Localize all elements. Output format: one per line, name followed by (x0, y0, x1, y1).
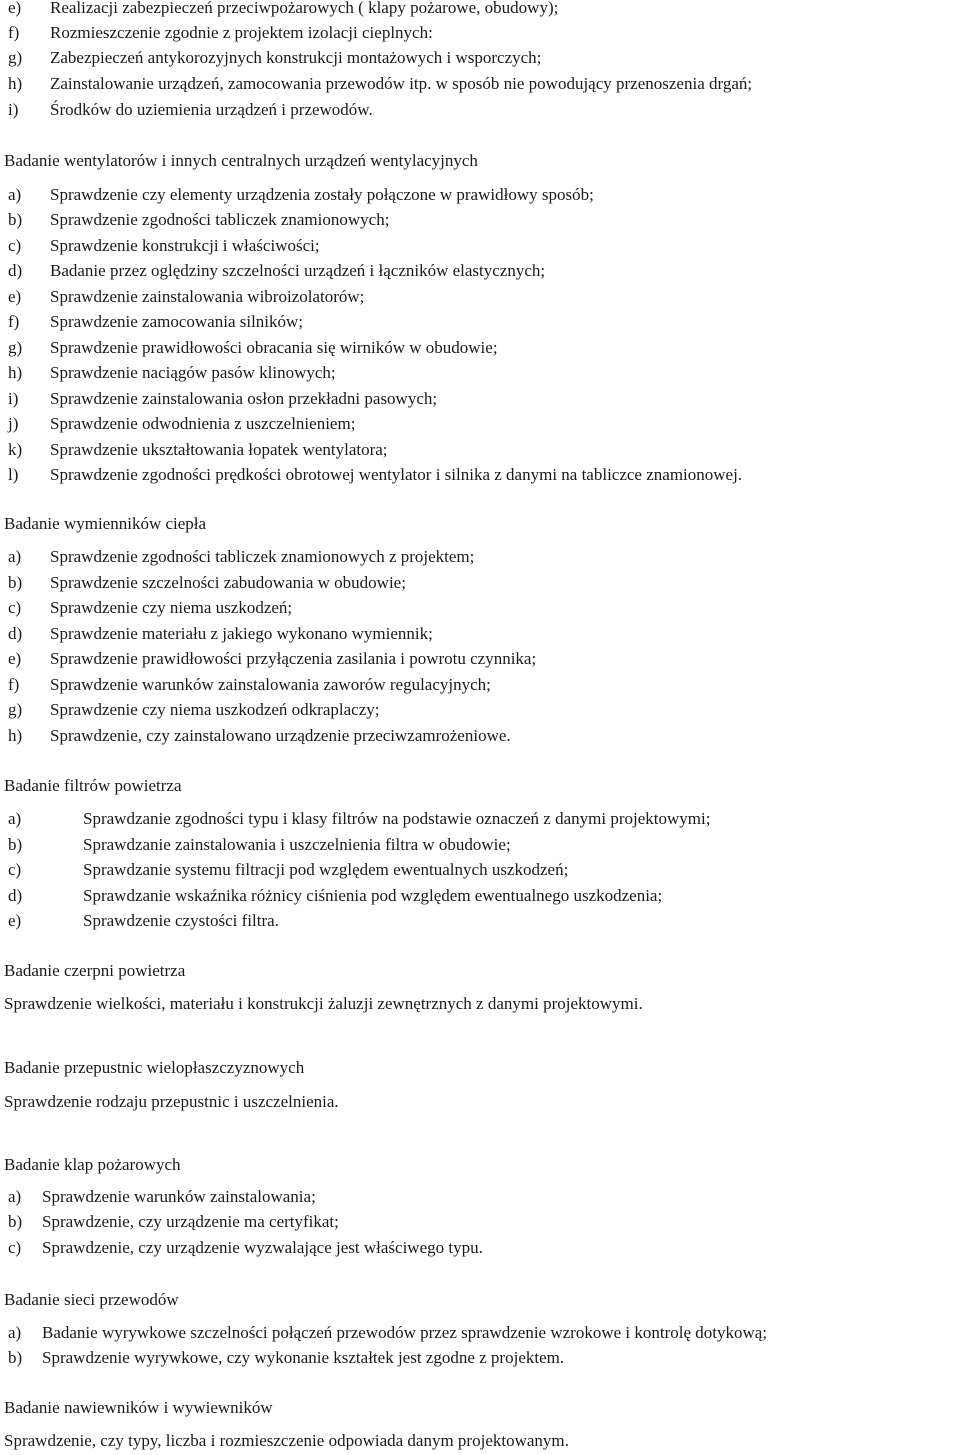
list-item (8, 699, 958, 721)
list-item (8, 337, 958, 359)
list-marker: b) (8, 573, 23, 592)
list-item-text: Realizacji zabezpieczeń przeciwpożarowych ( klapy pożarowe, obudowy); (50, 0, 559, 17)
list-item (8, 1211, 958, 1233)
list-item-text: Sprawdzenie odwodnienia z uszczelnieniem; (50, 414, 356, 433)
list-item-text: Sprawdzenie wyrywkowe, czy wykonanie kształtek jest zgodne z projektem. (42, 1348, 565, 1367)
list-item-text: Sprawdzenie naciągów pasów klinowych; (50, 363, 336, 382)
list-item-text: Sprawdzenie prawidłowości obracania się wirników w obudowie; (50, 338, 498, 357)
list-item (8, 623, 958, 645)
list-marker: l) (8, 465, 19, 484)
list-item (8, 22, 958, 44)
list-marker: c) (8, 1238, 22, 1257)
list-marker: k) (8, 440, 23, 459)
list-marker: a) (8, 185, 22, 204)
list-marker: c) (8, 860, 22, 879)
list-marker: g) (8, 338, 23, 357)
list-item-text: Sprawdzenie zainstalowania osłon przekładni pasowych; (50, 389, 438, 408)
list-item (8, 209, 958, 231)
list-marker: e) (8, 911, 22, 930)
section-heading: Badanie wentylatorów i innych centralnych urządzeń wentylacyjnych (4, 151, 478, 170)
list-item-text: Sprawdzenie zgodności tabliczek znamionowych z projektem; (50, 547, 475, 566)
list-marker: b) (8, 1212, 23, 1231)
list-item (8, 1347, 958, 1369)
list-item (8, 597, 958, 619)
section-heading: Badanie sieci przewodów (4, 1290, 179, 1309)
list-item-text: Sprawdzanie systemu filtracji pod względem ewentualnych uszkodzeń; (83, 860, 569, 879)
list-marker: j) (8, 414, 19, 433)
section-heading: Badanie wymienników ciepła (4, 514, 207, 533)
list-marker: h) (8, 74, 23, 93)
list-item-text: Rozmieszczenie zgodnie z projektem izolacji cieplnych: (50, 23, 433, 42)
section-heading: Badanie czerpni powietrza (4, 961, 186, 980)
list-item (8, 1186, 958, 1208)
list-item-text: Sprawdzenie ukształtowania łopatek wentylatora; (50, 440, 388, 459)
list-item-text: Sprawdzanie zainstalowania i uszczelnienia filtra w obudowie; (83, 835, 511, 854)
list-item (8, 184, 958, 206)
list-item (8, 0, 958, 19)
list-marker: d) (8, 886, 23, 905)
list-item-text: Sprawdzenie, czy urządzenie ma certyfikat; (42, 1212, 339, 1231)
list-item-text: Sprawdzenie czy niema uszkodzeń odkraplaczy; (50, 700, 380, 719)
list-marker: i) (8, 100, 19, 119)
list-item (8, 311, 958, 333)
list-item-text: Sprawdzenie szczelności zabudowania w obudowie; (50, 573, 406, 592)
list-item (8, 235, 958, 257)
list-item (8, 99, 958, 121)
list-item-text: Zabezpieczeń antykorozyjnych konstrukcji montażowych i wsporczych; (50, 48, 542, 67)
list-item (8, 572, 958, 594)
list-item-text: Sprawdzenie, czy urządzenie wyzwalające jest właściwego typu. (42, 1238, 483, 1257)
list-item-text: Sprawdzenie zgodności prędkości obrotowej wentylator i silnika z danymi na tabliczce znamionowej. (50, 465, 743, 484)
list-item (8, 439, 958, 461)
list-item-text: Sprawdzenie warunków zainstalowania zaworów regulacyjnych; (50, 675, 491, 694)
list-marker: c) (8, 598, 22, 617)
list-item-text: Sprawdzenie zgodności tabliczek znamionowych; (50, 210, 390, 229)
section-heading: Badanie nawiewników i wywiewników (4, 1398, 273, 1417)
list-marker: h) (8, 363, 23, 382)
list-item-text: Zainstalowanie urządzeń, zamocowania przewodów itp. w sposób nie powodujący przenoszenia drgań; (50, 74, 753, 93)
list-item (8, 362, 958, 384)
list-item (8, 725, 958, 747)
list-item-text: Sprawdzenie materiału z jakiego wykonano wymiennik; (50, 624, 433, 643)
list-item-text: Sprawdzanie wskaźnika różnicy ciśnienia pod względem ewentualnego uszkodzenia; (83, 886, 663, 905)
list-item (8, 260, 958, 282)
list-item-text: Badanie wyrywkowe szczelności połączeń przewodów przez sprawdzenie wzrokowe i kontrolę dotykową; (42, 1323, 768, 1342)
list-marker: a) (8, 1187, 22, 1206)
list-item (8, 388, 958, 410)
list-item-text: Sprawdzanie zgodności typu i klasy filtrów na podstawie oznaczeń z danymi projektowymi; (83, 809, 711, 828)
list-marker: f) (8, 312, 20, 331)
list-item (8, 413, 958, 435)
list-marker: g) (8, 48, 23, 67)
list-item-text: Sprawdzenie prawidłowości przyłączenia zasilania i powrotu czynnika; (50, 649, 537, 668)
list-item (8, 859, 958, 881)
list-item (8, 885, 958, 907)
list-marker: b) (8, 835, 23, 854)
list-item-text: Badanie przez oględziny szczelności urządzeń i łączników elastycznych; (50, 261, 546, 280)
section-paragraph: Sprawdzenie rodzaju przepustnic i uszczelnienia. (4, 1092, 339, 1111)
list-item-text: Sprawdzenie czy elementy urządzenia zostały połączone w prawidłowy sposób; (50, 185, 594, 204)
list-item (8, 47, 958, 69)
list-marker: a) (8, 547, 22, 566)
list-item (8, 1322, 958, 1344)
list-item (8, 73, 958, 95)
list-item (8, 910, 958, 932)
list-marker: d) (8, 261, 23, 280)
list-marker: c) (8, 236, 22, 255)
list-item-text: Sprawdzenie zainstalowania wibroizolatorów; (50, 287, 365, 306)
list-marker: d) (8, 624, 23, 643)
list-marker: f) (8, 675, 20, 694)
list-item (8, 674, 958, 696)
list-marker: e) (8, 649, 22, 668)
list-marker: b) (8, 210, 23, 229)
list-item (8, 1237, 958, 1259)
list-marker: b) (8, 1348, 23, 1367)
list-marker: f) (8, 23, 20, 42)
section-heading: Badanie klap pożarowych (4, 1155, 181, 1174)
list-item (8, 648, 958, 670)
list-item (8, 464, 958, 486)
section-heading: Badanie przepustnic wielopłaszczyznowych (4, 1058, 305, 1077)
list-item-text: Środków do uziemienia urządzeń i przewodów. (50, 100, 373, 119)
list-item (8, 808, 958, 830)
section-paragraph: Sprawdzenie, czy typy, liczba i rozmieszczenie odpowiada danym projektowanym. (4, 1431, 569, 1450)
list-item (8, 834, 958, 856)
list-item-text: Sprawdzenie zamocowania silników; (50, 312, 304, 331)
list-marker: a) (8, 809, 22, 828)
list-marker: a) (8, 1323, 22, 1342)
list-item-text: Sprawdzenie czy niema uszkodzeń; (50, 598, 293, 617)
list-marker: h) (8, 726, 23, 745)
list-item-text: Sprawdzenie warunków zainstalowania; (42, 1187, 316, 1206)
list-marker: g) (8, 700, 23, 719)
section-paragraph: Sprawdzenie wielkości, materiału i konstrukcji żaluzji zewnętrznych z danymi projektowymi. (4, 994, 643, 1013)
section-heading: Badanie filtrów powietrza (4, 776, 182, 795)
list-marker: i) (8, 389, 19, 408)
list-item-text: Sprawdzenie, czy zainstalowano urządzenie przeciwzamrożeniowe. (50, 726, 511, 745)
list-marker: e) (8, 287, 22, 306)
list-marker: e) (8, 0, 22, 17)
list-item (8, 546, 958, 568)
list-item-text: Sprawdzenie czystości filtra. (83, 911, 279, 930)
list-item (8, 286, 958, 308)
list-item-text: Sprawdzenie konstrukcji i właściwości; (50, 236, 320, 255)
